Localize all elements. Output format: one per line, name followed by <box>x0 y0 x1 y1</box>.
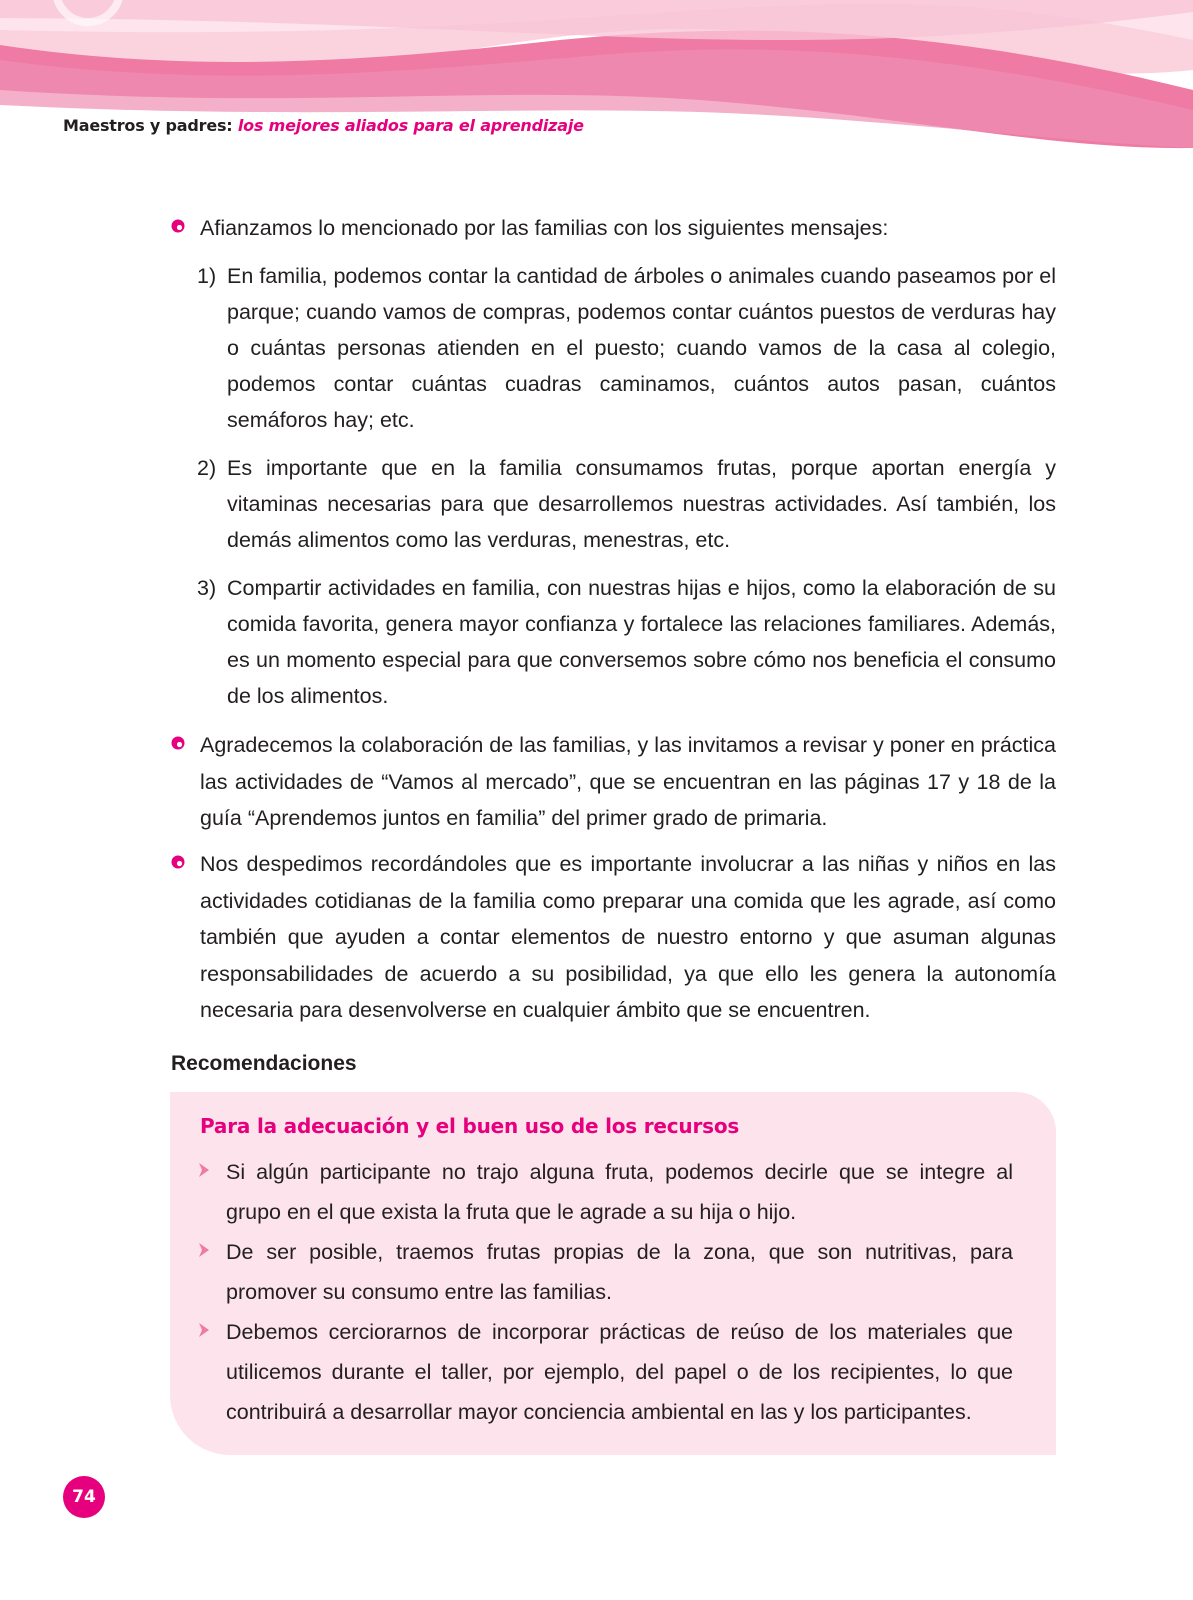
recommendation-item <box>198 1232 1013 1312</box>
recommendations-heading: Recomendaciones <box>171 1052 357 1075</box>
numbered-label: 1) <box>197 264 217 288</box>
bullet-dot-icon <box>171 855 185 869</box>
numbered-text: Es importante que en la familia consumamos frutas, porque aportan energía y vitaminas necesarias para que desarrollemos nuestras actividades. Así también, los demás alimentos como las verduras, menestras, etc. <box>227 456 1056 552</box>
recommendation-text: Debemos cerciorarnos de incorporar prácticas de reúso de los materiales que utilicemos durante el taller, por ejemplo, del papel o de los recipientes, lo que contribuirá a desarrollar mayor conciencia ambiental en las y los participantes. <box>226 1320 1013 1424</box>
header-wave-decoration <box>0 0 1193 160</box>
numbered-text: En familia, podemos contar la cantidad de árboles o animales cuando paseamos por el parque; cuando vamos de compras, podemos contar cuántos puestos de verduras hay o cuántas personas atienden en el puesto; cuando vamos de la casa al colegio, podemos contar cuántas cuadras caminamos, cuántos autos pasan, cuántos semáforos hay; etc. <box>227 264 1056 432</box>
numbered-label: 3) <box>197 576 217 600</box>
running-head <box>63 116 584 135</box>
numbered-label: 2) <box>197 456 217 480</box>
numbered-text: Compartir actividades en familia, con nuestras hijas e hijos, como la elaboración de su comida favorita, genera mayor confianza y fortalece las relaciones familiares. Además, es un momento especial para que conversemos sobre cómo nos beneficia el consumo de los alimentos. <box>227 576 1056 708</box>
chevron-right-icon <box>198 1163 210 1177</box>
page-number: 74 <box>63 1476 105 1518</box>
recommendations-box-title: Para la adecuación y el buen uso de los recursos <box>200 1114 740 1138</box>
bullet-dot-icon <box>171 219 185 233</box>
bullet-text: Afianzamos lo mencionado por las familias con los siguientes mensajes: <box>200 216 889 240</box>
bullet-text: Nos despedimos recordándoles que es importante involucrar a las niñas y niños en las actividades cotidianas de la familia como preparar una comida que les agrade, así como también que ayuden a contar elementos de nuestro entorno y que asuman algunas responsabilidades de acuerdo a su posibilidad, ya que ello les genera la autonomía necesaria para desenvolverse en cualquier ámbito que se encuentren. <box>200 852 1056 1022</box>
recommendations-box <box>170 1092 1056 1455</box>
recommendation-text: Si algún participante no trajo alguna fruta, podemos decirle que se integre al grupo en el que exista la fruta que le agrade a su hija o hijo. <box>226 1160 1013 1224</box>
bullet-dot-icon <box>171 736 185 750</box>
chevron-right-icon <box>198 1243 210 1257</box>
bullet-text: Agradecemos la colaboración de las familias, y las invitamos a revisar y poner en práctica las actividades de “Vamos al mercado”, que se encuentran en las páginas 17 y 18 de la guía “Aprendemos juntos en familia” del primer grado de primaria. <box>200 733 1056 830</box>
bullet-item <box>171 846 1056 1029</box>
bullet-item <box>171 727 1056 837</box>
chevron-right-icon <box>198 1323 210 1337</box>
recommendation-item <box>198 1152 1013 1232</box>
numbered-item <box>197 450 1056 558</box>
bullet-item <box>171 210 1056 247</box>
recommendation-text: De ser posible, traemos frutas propias de la zona, que son nutritivas, para promover su consumo entre las familias. <box>226 1240 1013 1304</box>
numbered-item <box>197 570 1056 714</box>
recommendation-item <box>198 1312 1013 1432</box>
running-head-subtitle: los mejores aliados para el aprendizaje <box>237 116 584 135</box>
running-head-title: Maestros y padres: <box>63 116 233 135</box>
numbered-item <box>197 258 1056 438</box>
